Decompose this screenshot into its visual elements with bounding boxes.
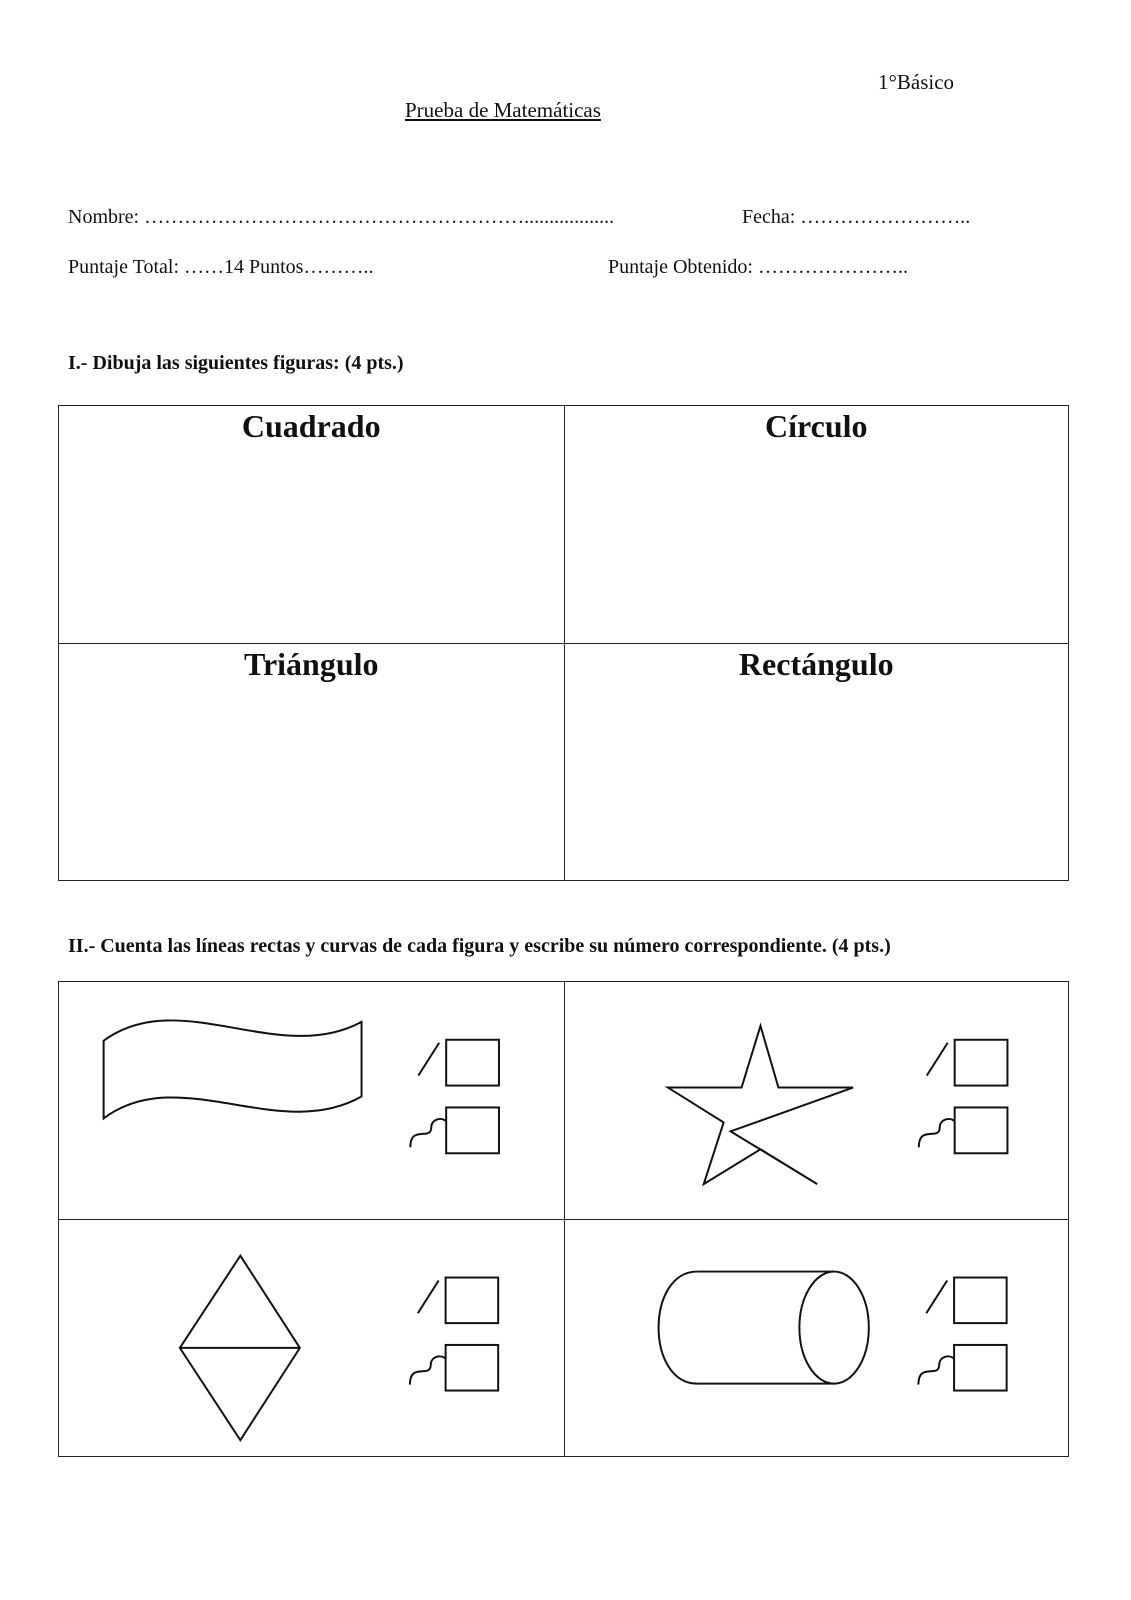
count-cell-cylinder	[564, 1219, 1069, 1456]
count-answer-boxes	[410, 1278, 498, 1391]
date-field[interactable]: Fecha: ……………………..	[742, 206, 971, 228]
straight-line-icon	[926, 1043, 947, 1076]
straight-count-box	[954, 1278, 1007, 1324]
curved-count-box	[446, 1345, 499, 1391]
straight-count-box	[446, 1278, 499, 1324]
draw-cell-circle[interactable]	[564, 406, 1069, 643]
grade-label: 1°Básico	[878, 70, 955, 94]
counting-grid	[58, 981, 1069, 1457]
count-answer-boxes	[918, 1040, 1007, 1154]
straight-line-icon	[418, 1043, 439, 1076]
section-1-heading: I.- Dibuja las siguientes figuras: (4 pts.)	[68, 352, 404, 374]
flag-figure	[59, 982, 564, 1219]
obtained-score-field[interactable]: Puntaje Obtenido: …………………..	[608, 256, 908, 278]
diamond-icon	[180, 1256, 300, 1440]
draw-cell-rectangle[interactable]	[564, 643, 1069, 880]
count-cell-diamond	[59, 1219, 564, 1456]
curved-count-box	[954, 1345, 1007, 1391]
page-title: Prueba de Matemáticas	[405, 98, 601, 122]
count-answer-boxes	[410, 1040, 499, 1154]
cylinder-icon	[658, 1272, 868, 1384]
curved-line-icon	[918, 1119, 954, 1147]
star-figure	[565, 982, 1069, 1219]
shape-label: Cuadrado	[241, 408, 381, 444]
count-answer-boxes	[918, 1278, 1006, 1391]
diamond-figure	[59, 1220, 564, 1456]
draw-cell-square[interactable]	[59, 406, 564, 643]
section-2-heading: II.- Cuenta las líneas rectas y curvas de cada figura y escribe su número correspondiente. (4 pts.)	[68, 935, 891, 957]
shape-label: Rectángulo	[738, 646, 894, 682]
name-field[interactable]: Nombre: …………………………………………………..................	[68, 206, 615, 228]
curved-line-icon	[410, 1119, 446, 1147]
curved-count-box	[446, 1107, 499, 1153]
curved-count-box	[954, 1107, 1007, 1153]
flag-icon	[104, 1020, 362, 1118]
straight-count-box	[446, 1040, 499, 1086]
draw-cell-triangle[interactable]	[59, 643, 564, 880]
curved-line-icon	[918, 1356, 954, 1384]
straight-count-box	[954, 1040, 1007, 1086]
shape-label: Triángulo	[243, 646, 379, 682]
shape-label: Círculo	[764, 408, 868, 444]
straight-line-icon	[926, 1280, 947, 1313]
total-score-field: Puntaje Total: ……14 Puntos………..	[68, 256, 374, 278]
drawing-grid	[58, 405, 1069, 881]
star-icon	[667, 1026, 852, 1184]
count-cell-star	[564, 982, 1069, 1219]
count-cell-flag	[59, 982, 564, 1219]
curved-line-icon	[410, 1356, 446, 1384]
cylinder-figure	[565, 1220, 1069, 1456]
straight-line-icon	[418, 1280, 439, 1313]
